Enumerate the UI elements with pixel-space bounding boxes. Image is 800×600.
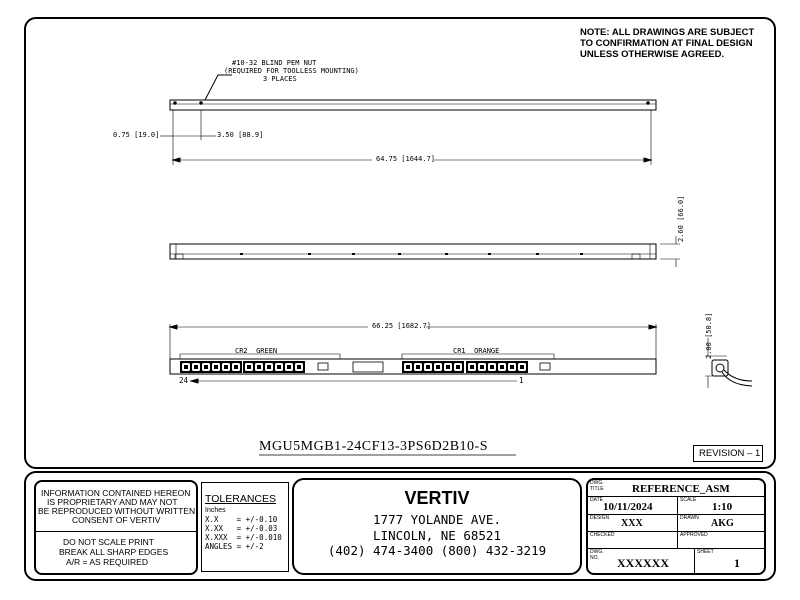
- date-label: DATE: [590, 497, 603, 503]
- dim-front-length: 66.25 [1682.7]: [372, 322, 432, 330]
- outlet-socket: [224, 365, 228, 369]
- outlet-socket: [204, 365, 208, 369]
- outlet-socket: [446, 365, 450, 369]
- outlet-socket: [416, 365, 420, 369]
- tolerances-title: TOLERANCES: [205, 493, 276, 505]
- group-cr2-label: CR2 GREEN: [235, 347, 278, 355]
- pem-nut-callout-line-1: #10-32 BLIND PEM NUT: [232, 59, 317, 67]
- tolerances-unit: Inches: [205, 507, 226, 514]
- info-divider-4: [588, 548, 764, 549]
- approved-label: APPROVED: [680, 532, 708, 538]
- sheet-label: SHEET: [697, 549, 714, 555]
- info-divider-2: [588, 514, 764, 515]
- dwg-title: REFERENCE_ASM: [632, 483, 730, 495]
- print-note-line-1: DO NOT SCALE PRINT: [63, 537, 154, 547]
- company-address-2: LINCOLN, NE 68521: [373, 528, 501, 543]
- outlet-socket: [214, 365, 218, 369]
- outlet-socket: [470, 365, 474, 369]
- info-divider-1: [588, 496, 764, 497]
- outlet-socket: [194, 365, 198, 369]
- outlet-socket: [426, 365, 430, 369]
- design-value: XXX: [621, 518, 643, 529]
- outlet-number-start: 24: [179, 376, 189, 385]
- company-name: VERTIV: [404, 488, 470, 508]
- note-line-1: NOTE: ALL DRAWINGS ARE SUBJECT: [580, 27, 755, 38]
- outlet-socket: [436, 365, 440, 369]
- dwg-no-value: XXXXXX: [617, 556, 669, 570]
- date-value: 10/11/2024: [603, 501, 653, 513]
- outlet-socket: [287, 365, 291, 369]
- info-divider-v2: [694, 548, 695, 574]
- outlet-socket: [184, 365, 188, 369]
- revision-box: [693, 445, 763, 462]
- company-phones: (402) 474-3400 (800) 432-3219: [327, 543, 547, 558]
- outlet-socket: [520, 365, 524, 369]
- outlet-socket: [257, 365, 261, 369]
- proprietary-line-1: INFORMATION CONTAINED HEREON: [41, 488, 191, 498]
- outlet-socket: [267, 365, 271, 369]
- info-divider-v1: [677, 496, 678, 548]
- outlet-socket: [456, 365, 460, 369]
- dim-height: 2.60 [66.0]: [677, 195, 685, 242]
- outlet-socket: [480, 365, 484, 369]
- design-label: DESIGN: [590, 515, 610, 521]
- pem-nut-callout-line-2: (REQUIRED FOR TOOLLESS MOUNTING): [224, 67, 359, 75]
- dim-hole-spacing: 3.50 [88.9]: [217, 131, 264, 139]
- company-address-1: 1777 YOLANDE AVE.: [373, 512, 501, 527]
- outlet-socket: [406, 365, 410, 369]
- outlet-socket: [234, 365, 238, 369]
- checked-label: CHECKED: [590, 532, 615, 538]
- print-note-line-3: A/R = AS REQUIRED: [66, 557, 148, 567]
- outlet-number-end: 1: [519, 376, 524, 385]
- proprietary-divider: [36, 531, 196, 532]
- drawn-value: AKG: [711, 518, 734, 529]
- info-divider-3: [588, 531, 764, 532]
- drawn-label: DRAWN: [680, 515, 699, 521]
- dim-top-length: 64.75 [1644.7]: [376, 155, 436, 163]
- proprietary-line-2: IS PROPRIETARY AND MAY NOT: [47, 497, 178, 507]
- proprietary-line-3: BE REPRODUCED WITHOUT WRITTEN: [38, 506, 196, 516]
- outlet-socket: [490, 365, 494, 369]
- dim-offset: 0.75 [19.0]: [113, 131, 160, 139]
- dwg-no-label: DWG. NO.: [590, 549, 604, 561]
- outlet-socket: [277, 365, 281, 369]
- outlet-socket: [297, 365, 301, 369]
- scale-value: 1:10: [712, 501, 733, 513]
- scale-label: SCALE: [680, 497, 697, 503]
- pem-nut-callout-line-3: 3 PLACES: [263, 75, 297, 83]
- outlet-socket: [247, 365, 251, 369]
- revision-label: REVISION – 1: [699, 448, 761, 459]
- note-line-2: TO CONFIRMATION AT FINAL DESIGN: [580, 38, 753, 49]
- proprietary-line-4: CONSENT OF VERTIV: [72, 515, 161, 525]
- sheet-value: 1: [734, 556, 740, 570]
- tolerance-angles: ANGLES = +/-2: [205, 542, 264, 551]
- note-line-3: UNLESS OTHERWISE AGREED.: [580, 49, 725, 60]
- outlet-socket: [510, 365, 514, 369]
- tolerance-x: X.X = +/-0.10: [205, 515, 278, 524]
- group-cr1-label: CR1 ORANGE: [453, 347, 500, 355]
- tolerance-xxx: X.XXX = +/-0.010: [205, 533, 282, 542]
- dwg-title-label: DWG. TITLE: [590, 480, 604, 492]
- outlet-socket: [500, 365, 504, 369]
- print-note-line-2: BREAK ALL SHARP EDGES: [59, 547, 169, 557]
- dim-depth: 2.00 [50.8]: [705, 312, 713, 359]
- tolerance-xx: X.XX = +/-0.03: [205, 524, 278, 533]
- part-number: MGU5MGB1-24CF13-3PS6D2B10-S: [259, 439, 488, 454]
